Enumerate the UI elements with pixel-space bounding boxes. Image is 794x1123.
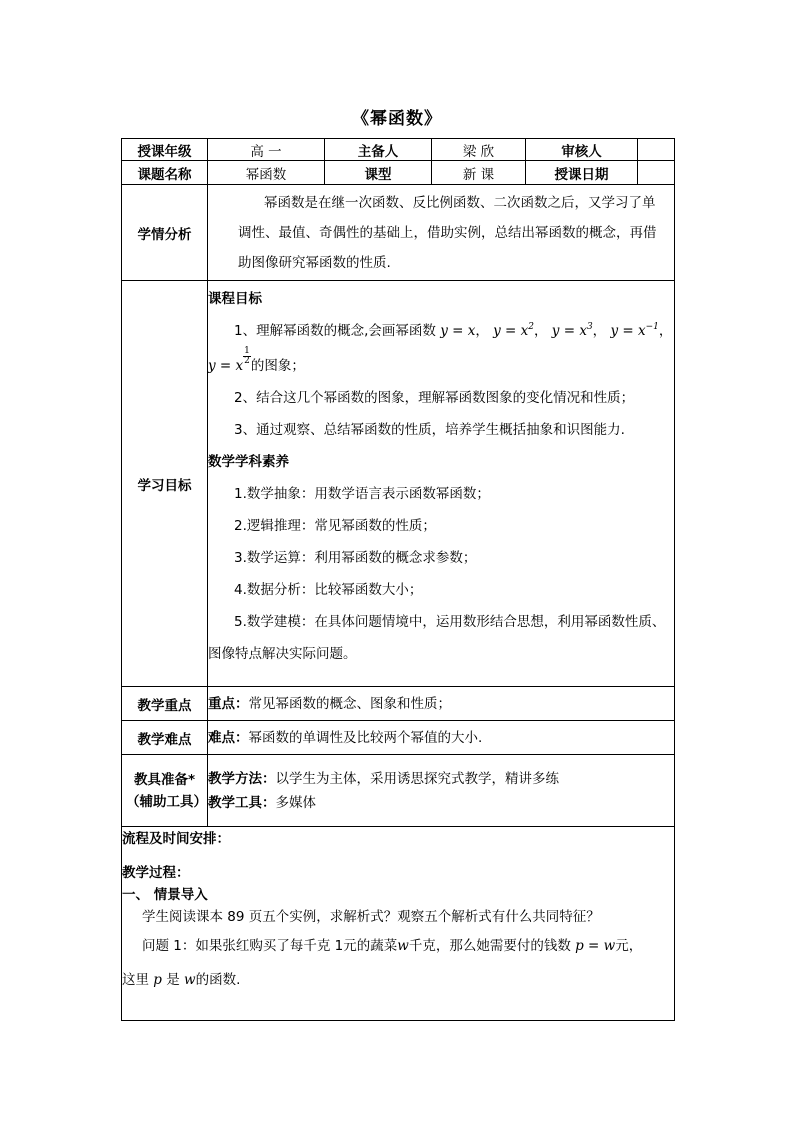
flow-question-1 (122, 929, 674, 963)
variable-w: w (179, 972, 196, 988)
question-text-a: 问题 1：如果张红购买了每千克 1元的蔬菜 (142, 938, 398, 954)
question-text-e: 是 (166, 972, 180, 988)
goal-item-1: 1、理解幂函数的概念,会画幂函数 y = x， $y = x^2$， $y = x^3$， $y = x^{-1}$， (234, 322, 673, 339)
formula-p-eq-w: p = w (575, 938, 616, 954)
date-label: 授课日期 (526, 161, 638, 185)
course-goals-heading: 课程目标 (208, 291, 262, 307)
tools-prefix: 教学工具： (208, 794, 276, 811)
reviewer-value (638, 139, 675, 161)
method-text: 以学生为主体，采用诱思探究式教学，精讲多练 (275, 770, 559, 787)
formula-y-eq-x-squared: $y = x^2$ (493, 322, 534, 339)
formula-y-eq-x-inverse: $y = x^{-1}$ (610, 322, 659, 339)
table-row (122, 185, 675, 281)
type-value: 新 课 (432, 161, 526, 185)
topic-label: 课题名称 (122, 161, 208, 185)
table-row (122, 721, 675, 755)
question-text-c: 元， (615, 938, 643, 954)
goal-item-1-suffix: 的图象； (250, 358, 305, 374)
question-text-f: 的函数. (195, 972, 241, 988)
lesson-plan-table (121, 138, 675, 1021)
prep-cell (208, 755, 675, 827)
grade-label: 授课年级 (122, 139, 208, 161)
table-row (122, 161, 675, 185)
preparer-value: 梁 欣 (432, 139, 526, 161)
table-row (122, 755, 675, 827)
literacy-heading: 数学学科素养 (208, 454, 289, 470)
variable-p: p (149, 972, 167, 988)
flow-cell (122, 827, 675, 1021)
analysis-cell (208, 185, 675, 281)
variable-w: w (397, 938, 409, 954)
key-point-cell (208, 687, 675, 721)
goal-item-2: 2、结合这几个幂函数的图象，理解幂函数图象的变化情况和性质； (234, 390, 635, 406)
formula-y-eq-x: y = x (440, 323, 476, 339)
flow-paragraph-1: 学生阅读课本 89 页五个实例，求解析式？观察五个解析式有什么共同特征？ (142, 909, 600, 925)
table-row (122, 827, 675, 1021)
key-point-text: 常见幂函数的概念、图象和性质； (248, 695, 451, 712)
question-text-d: 这里 (122, 972, 149, 988)
analysis-label: 学情分析 (122, 185, 208, 281)
formula-y-eq-x-cubed: $y = x^3$ (551, 322, 593, 339)
goal-item-1-cont (208, 347, 674, 382)
date-value (638, 161, 675, 185)
preparer-label: 主备人 (325, 139, 432, 161)
goals-label: 学习目标 (122, 281, 208, 687)
grade-value: 高 一 (208, 139, 325, 161)
tools-text: 多媒体 (275, 794, 316, 811)
teaching-tools (208, 791, 674, 815)
table-row (122, 281, 675, 687)
prep-label: 教具准备*（辅助工具） (122, 755, 208, 827)
analysis-text: 幂函数是在继一次函数、反比例函数、二次函数之后，又学习了单调性、最值、奇偶性的基础上，借助实例，总结出幂函数的概念，再借助图像研究幂函数的性质. (238, 194, 657, 271)
type-label: 课型 (325, 161, 432, 185)
goal-item-3: 3、通过观察、总结幂函数的性质，培养学生概括抽象和识图能力. (234, 422, 625, 438)
goals-cell (208, 281, 675, 687)
goal-item-1-prefix: 1、理解幂函数的概念,会画幂函数 (234, 323, 436, 339)
teaching-method (208, 767, 674, 791)
difficulty-prefix: 难点： (208, 729, 249, 746)
schedule-heading: 流程及时间安排： (122, 831, 230, 847)
literacy-item-5: 5.数学建模：在具体问题情境中，运用数形结合思想，利用幂函数性质、图像特点解决实际问题。 (208, 614, 666, 662)
key-point-label: 教学重点 (122, 687, 208, 721)
difficulty-cell (208, 721, 675, 755)
formula-y-eq-x-half: y = x $\frac{1}{2}$ (208, 346, 250, 374)
reviewer-label: 审核人 (526, 139, 638, 161)
key-point-prefix: 重点： (208, 695, 249, 712)
process-heading: 教学过程： (122, 865, 190, 881)
literacy-item-4: 4.数据分析：比较幂函数大小； (234, 582, 423, 598)
literacy-item-3: 3.数学运算：利用幂函数的概念求参数； (234, 550, 477, 566)
literacy-item-1: 1.数学抽象：用数学语言表示函数幂函数； (234, 486, 490, 502)
difficulty-text: 幂函数的单调性及比较两个幂值的大小. (248, 729, 483, 746)
document-title: 《幂函数》 (352, 109, 442, 129)
flow-question-1-cont (122, 963, 674, 997)
difficulty-label: 教学难点 (122, 721, 208, 755)
table-row (122, 687, 675, 721)
literacy-item-2: 2.逻辑推理：常见幂函数的性质； (234, 518, 436, 534)
topic-value: 幂函数 (208, 161, 325, 185)
method-prefix: 教学方法： (208, 770, 276, 787)
section-heading: 一、 情景导入 (122, 887, 208, 903)
table-row (122, 139, 675, 161)
question-text-b: 千克，那么她需要付的钱数 (408, 938, 571, 954)
